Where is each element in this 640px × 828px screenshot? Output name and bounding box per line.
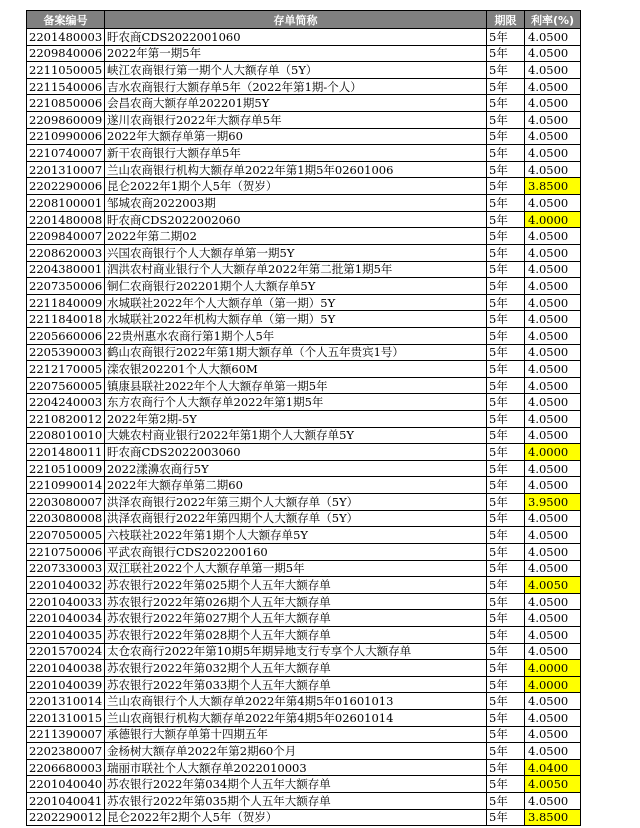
cell-interest-rate: 4.0500: [525, 527, 581, 544]
cell-term: 5年: [487, 776, 525, 793]
cell-term: 5年: [487, 95, 525, 112]
cell-deposit-name: 太仓农商行2022年第10期5年期异地支行专享个人大额存单: [105, 643, 487, 660]
table-row: [27, 743, 581, 760]
cell-interest-rate: 4.0500: [525, 95, 581, 112]
cell-deposit-name: 2022年第2期-5Y: [105, 411, 487, 428]
cell-filing-number: 2201310007: [27, 161, 105, 178]
cell-interest-rate: 4.0500: [525, 361, 581, 378]
cell-deposit-name: 兰山农商银行机构大额存单2022年第4期5年02601014: [105, 709, 487, 726]
cell-interest-rate: 4.0500: [525, 112, 581, 129]
cell-interest-rate: 4.0500: [525, 793, 581, 810]
table-row: [27, 693, 581, 710]
cell-term: 5年: [487, 29, 525, 46]
table-row: [27, 660, 581, 677]
cell-deposit-name: 盱农商CDS2022002060: [105, 211, 487, 228]
table-row: [27, 294, 581, 311]
cell-interest-rate: 4.0500: [525, 62, 581, 79]
cell-interest-rate: 4.0000: [525, 660, 581, 677]
cell-interest-rate: 4.0000: [525, 211, 581, 228]
cell-interest-rate: 4.0500: [525, 377, 581, 394]
table-row: [27, 394, 581, 411]
cell-interest-rate: 4.0500: [525, 709, 581, 726]
header-deposit-name: 存单简称: [105, 11, 487, 29]
cell-interest-rate: 4.0500: [525, 294, 581, 311]
cell-filing-number: 2207050005: [27, 527, 105, 544]
cell-term: 5年: [487, 726, 525, 743]
cell-deposit-name: 2022年大额存单第一期60: [105, 128, 487, 145]
cell-interest-rate: 4.0500: [525, 327, 581, 344]
cell-term: 5年: [487, 211, 525, 228]
cell-interest-rate: 4.0500: [525, 626, 581, 643]
cell-term: 5年: [487, 145, 525, 162]
table-row: [27, 626, 581, 643]
table-row: [27, 361, 581, 378]
cell-interest-rate: 4.0500: [525, 128, 581, 145]
cell-interest-rate: 4.0500: [525, 560, 581, 577]
cell-term: 5年: [487, 178, 525, 195]
cell-term: 5年: [487, 45, 525, 62]
cell-filing-number: 2201480008: [27, 211, 105, 228]
cell-interest-rate: 4.0500: [525, 460, 581, 477]
table-row: [27, 62, 581, 79]
deposit-rate-table: [26, 10, 581, 826]
cell-deposit-name: 盱农商CDS2022003060: [105, 444, 487, 461]
cell-deposit-name: 兰山农商银行个人大额存单2022年第4期5年01601013: [105, 693, 487, 710]
table-body: [27, 29, 581, 826]
cell-deposit-name: 昆仑2022年2期个人5年（贺岁）: [105, 809, 487, 826]
cell-filing-number: 2210850006: [27, 95, 105, 112]
cell-deposit-name: 镇康县联社2022年个人大额存单第一期5年: [105, 377, 487, 394]
table-row: [27, 327, 581, 344]
cell-interest-rate: 4.0500: [525, 195, 581, 212]
cell-deposit-name: 2022漾濞农商行5Y: [105, 460, 487, 477]
table-row: [27, 510, 581, 527]
cell-interest-rate: 4.0500: [525, 411, 581, 428]
cell-term: 5年: [487, 327, 525, 344]
cell-interest-rate: 4.0500: [525, 261, 581, 278]
cell-term: 5年: [487, 411, 525, 428]
cell-filing-number: 2207350006: [27, 278, 105, 295]
cell-filing-number: 2212170005: [27, 361, 105, 378]
cell-deposit-name: 兴国农商银行个人大额存单第一期5Y: [105, 244, 487, 261]
cell-filing-number: 2206680003: [27, 759, 105, 776]
cell-deposit-name: 苏农银行2022年第032期个人五年大额存单: [105, 660, 487, 677]
table-row: [27, 460, 581, 477]
cell-interest-rate: 3.9500: [525, 494, 581, 511]
cell-interest-rate: 4.0500: [525, 543, 581, 560]
cell-deposit-name: 洪泽农商银行2022年第三期个人大额存单（5Y）: [105, 494, 487, 511]
cell-interest-rate: 4.0050: [525, 577, 581, 594]
cell-deposit-name: 2022年第二期02: [105, 228, 487, 245]
cell-deposit-name: 苏农银行2022年第026期个人五年大额存单: [105, 593, 487, 610]
cell-filing-number: 2201040040: [27, 776, 105, 793]
cell-deposit-name: 金杨树大额存单2022年第2期60个月: [105, 743, 487, 760]
header-term: 期限: [487, 11, 525, 29]
cell-deposit-name: 苏农银行2022年第035期个人五年大额存单: [105, 793, 487, 810]
cell-deposit-name: 兰山农商银行机构大额存单2022年第1期5年02601006: [105, 161, 487, 178]
table-row: [27, 759, 581, 776]
cell-term: 5年: [487, 593, 525, 610]
cell-deposit-name: 吉水农商银行大额存单5年（2022年第1期-个人）: [105, 78, 487, 95]
table-row: [27, 543, 581, 560]
cell-interest-rate: 4.0400: [525, 759, 581, 776]
cell-interest-rate: 4.0500: [525, 477, 581, 494]
cell-filing-number: 2210990014: [27, 477, 105, 494]
cell-deposit-name: 邹城农商2022003期: [105, 195, 487, 212]
cell-interest-rate: 3.8500: [525, 178, 581, 195]
cell-filing-number: 2210990006: [27, 128, 105, 145]
cell-deposit-name: 2022年大额存单第二期60: [105, 477, 487, 494]
header-filing-number: 备案编号: [27, 11, 105, 29]
cell-term: 5年: [487, 78, 525, 95]
table-row: [27, 161, 581, 178]
cell-term: 5年: [487, 460, 525, 477]
header-row: [27, 11, 581, 29]
cell-deposit-name: 洪泽农商银行2022年第四期个人大额存单（5Y）: [105, 510, 487, 527]
cell-filing-number: 2201040035: [27, 626, 105, 643]
cell-filing-number: 2210740007: [27, 145, 105, 162]
cell-deposit-name: 六枝联社2022年第1期个人大额存单5Y: [105, 527, 487, 544]
cell-deposit-name: 平武农商银行CDS202200160: [105, 543, 487, 560]
cell-interest-rate: 4.0000: [525, 444, 581, 461]
cell-deposit-name: 苏农银行2022年第028期个人五年大额存单: [105, 626, 487, 643]
cell-term: 5年: [487, 294, 525, 311]
table-row: [27, 776, 581, 793]
cell-term: 5年: [487, 494, 525, 511]
cell-filing-number: 2202290012: [27, 809, 105, 826]
cell-filing-number: 2201310014: [27, 693, 105, 710]
cell-deposit-name: 遂川农商银行2022年大额存单5年: [105, 112, 487, 129]
table-row: [27, 809, 581, 826]
table-row: [27, 195, 581, 212]
cell-term: 5年: [487, 809, 525, 826]
cell-term: 5年: [487, 444, 525, 461]
table-row: [27, 211, 581, 228]
cell-term: 5年: [487, 278, 525, 295]
cell-filing-number: 2201040038: [27, 660, 105, 677]
table-row: [27, 145, 581, 162]
cell-deposit-name: 苏农银行2022年第027期个人五年大额存单: [105, 610, 487, 627]
cell-interest-rate: 4.0500: [525, 244, 581, 261]
cell-interest-rate: 4.0500: [525, 278, 581, 295]
cell-deposit-name: 苏农银行2022年第034期个人五年大额存单: [105, 776, 487, 793]
cell-deposit-name: 东方农商行个人大额存单2022年第1期5年: [105, 394, 487, 411]
cell-term: 5年: [487, 793, 525, 810]
cell-filing-number: 2201040033: [27, 593, 105, 610]
cell-interest-rate: 4.0500: [525, 593, 581, 610]
cell-interest-rate: 3.8500: [525, 809, 581, 826]
cell-deposit-name: 苏农银行2022年第025期个人五年大额存单: [105, 577, 487, 594]
table-row: [27, 444, 581, 461]
table-row: [27, 610, 581, 627]
cell-deposit-name: 水城联社2022年机构大额存单（第一期）5Y: [105, 311, 487, 328]
cell-filing-number: 2208100001: [27, 195, 105, 212]
cell-interest-rate: 4.0500: [525, 743, 581, 760]
cell-filing-number: 2209840007: [27, 228, 105, 245]
cell-interest-rate: 4.0500: [525, 726, 581, 743]
cell-term: 5年: [487, 161, 525, 178]
cell-term: 5年: [487, 527, 525, 544]
header-interest-rate: 利率(%): [525, 11, 581, 29]
table-row: [27, 128, 581, 145]
table-row: [27, 427, 581, 444]
cell-deposit-name: 会昌农商大额存单202201期5Y: [105, 95, 487, 112]
cell-interest-rate: 4.0500: [525, 161, 581, 178]
cell-deposit-name: 鹤山农商银行2022年第1期大额存单（个人五年贵宾1号）: [105, 344, 487, 361]
cell-deposit-name: 22贵州惠水农商行第1期个人5年: [105, 327, 487, 344]
cell-interest-rate: 4.0500: [525, 228, 581, 245]
cell-term: 5年: [487, 311, 525, 328]
cell-interest-rate: 4.0050: [525, 776, 581, 793]
cell-filing-number: 2207330003: [27, 560, 105, 577]
table-row: [27, 311, 581, 328]
cell-interest-rate: 4.0500: [525, 510, 581, 527]
cell-filing-number: 2204380001: [27, 261, 105, 278]
table-row: [27, 278, 581, 295]
cell-filing-number: 2209860009: [27, 112, 105, 129]
table-row: [27, 344, 581, 361]
cell-term: 5年: [487, 543, 525, 560]
cell-term: 5年: [487, 394, 525, 411]
cell-term: 5年: [487, 709, 525, 726]
cell-filing-number: 2203080008: [27, 510, 105, 527]
cell-deposit-name: 承德银行大额存单第十四期五年: [105, 726, 487, 743]
cell-filing-number: 2201040032: [27, 577, 105, 594]
table-row: [27, 228, 581, 245]
cell-deposit-name: 滦农银202201个人大额60M: [105, 361, 487, 378]
table-row: [27, 29, 581, 46]
cell-term: 5年: [487, 128, 525, 145]
cell-filing-number: 2210510009: [27, 460, 105, 477]
cell-interest-rate: 4.0500: [525, 643, 581, 660]
table-row: [27, 560, 581, 577]
cell-filing-number: 2201480011: [27, 444, 105, 461]
table-row: [27, 178, 581, 195]
cell-filing-number: 2201310015: [27, 709, 105, 726]
cell-term: 5年: [487, 261, 525, 278]
cell-term: 5年: [487, 62, 525, 79]
cell-term: 5年: [487, 676, 525, 693]
table-row: [27, 477, 581, 494]
cell-term: 5年: [487, 510, 525, 527]
cell-interest-rate: 4.0500: [525, 610, 581, 627]
cell-interest-rate: 4.0500: [525, 29, 581, 46]
cell-deposit-name: 铜仁农商银行202201期个人大额存单5Y: [105, 278, 487, 295]
cell-filing-number: 2203080007: [27, 494, 105, 511]
cell-term: 5年: [487, 626, 525, 643]
table-row: [27, 527, 581, 544]
table-row: [27, 726, 581, 743]
cell-term: 5年: [487, 560, 525, 577]
cell-deposit-name: 水城联社2022年个人大额存单（第一期）5Y: [105, 294, 487, 311]
cell-term: 5年: [487, 112, 525, 129]
table-row: [27, 593, 581, 610]
table-row: [27, 112, 581, 129]
cell-filing-number: 2211390007: [27, 726, 105, 743]
cell-term: 5年: [487, 693, 525, 710]
cell-term: 5年: [487, 477, 525, 494]
cell-term: 5年: [487, 660, 525, 677]
cell-filing-number: 2201480003: [27, 29, 105, 46]
cell-filing-number: 2210750006: [27, 543, 105, 560]
table-row: [27, 676, 581, 693]
cell-deposit-name: 峡江农商银行第一期个人大额存单（5Y）: [105, 62, 487, 79]
cell-term: 5年: [487, 244, 525, 261]
table-row: [27, 244, 581, 261]
cell-filing-number: 2210820012: [27, 411, 105, 428]
cell-deposit-name: 瑞丽市联社个人大额存单2022010003: [105, 759, 487, 776]
table-row: [27, 45, 581, 62]
cell-filing-number: 2211540006: [27, 78, 105, 95]
table-row: [27, 95, 581, 112]
cell-term: 5年: [487, 228, 525, 245]
cell-filing-number: 2209840006: [27, 45, 105, 62]
cell-term: 5年: [487, 195, 525, 212]
cell-deposit-name: 昆仑2022年1期个人5年（贺岁）: [105, 178, 487, 195]
cell-deposit-name: 大姚农村商业银行2022年第1期个人大额存单5Y: [105, 427, 487, 444]
cell-filing-number: 2201040041: [27, 793, 105, 810]
table-row: [27, 494, 581, 511]
cell-filing-number: 2207560005: [27, 377, 105, 394]
cell-interest-rate: 4.0500: [525, 45, 581, 62]
cell-deposit-name: 泗洪农村商业银行个人大额存单2022年第二批第1期5年: [105, 261, 487, 278]
cell-filing-number: 2201570024: [27, 643, 105, 660]
cell-filing-number: 2205660006: [27, 327, 105, 344]
cell-term: 5年: [487, 344, 525, 361]
cell-deposit-name: 2022年第一期5年: [105, 45, 487, 62]
cell-filing-number: 2211840009: [27, 294, 105, 311]
cell-interest-rate: 4.0000: [525, 676, 581, 693]
cell-interest-rate: 4.0500: [525, 78, 581, 95]
cell-interest-rate: 4.0500: [525, 693, 581, 710]
table-row: [27, 411, 581, 428]
table-row: [27, 643, 581, 660]
cell-filing-number: 2204240003: [27, 394, 105, 411]
cell-interest-rate: 4.0500: [525, 427, 581, 444]
cell-filing-number: 2211050005: [27, 62, 105, 79]
cell-term: 5年: [487, 427, 525, 444]
cell-term: 5年: [487, 577, 525, 594]
cell-interest-rate: 4.0500: [525, 394, 581, 411]
cell-term: 5年: [487, 743, 525, 760]
table-row: [27, 577, 581, 594]
cell-filing-number: 2211840018: [27, 311, 105, 328]
cell-term: 5年: [487, 610, 525, 627]
cell-deposit-name: 双江联社2022个人大额存单第一期5年: [105, 560, 487, 577]
table-row: [27, 261, 581, 278]
cell-deposit-name: 盱农商CDS2022001060: [105, 29, 487, 46]
cell-deposit-name: 苏农银行2022年第033期个人五年大额存单: [105, 676, 487, 693]
cell-term: 5年: [487, 759, 525, 776]
cell-term: 5年: [487, 643, 525, 660]
cell-filing-number: 2201040034: [27, 610, 105, 627]
cell-deposit-name: 新干农商银行大额存单5年: [105, 145, 487, 162]
cell-term: 5年: [487, 377, 525, 394]
cell-interest-rate: 4.0500: [525, 344, 581, 361]
cell-filing-number: 2205390003: [27, 344, 105, 361]
cell-interest-rate: 4.0500: [525, 311, 581, 328]
cell-filing-number: 2208010010: [27, 427, 105, 444]
table-row: [27, 78, 581, 95]
table-row: [27, 709, 581, 726]
cell-term: 5年: [487, 361, 525, 378]
cell-filing-number: 2208620003: [27, 244, 105, 261]
cell-filing-number: 2201040039: [27, 676, 105, 693]
cell-filing-number: 2202380007: [27, 743, 105, 760]
table-row: [27, 377, 581, 394]
table-row: [27, 793, 581, 810]
cell-filing-number: 2202290006: [27, 178, 105, 195]
cell-interest-rate: 4.0500: [525, 145, 581, 162]
